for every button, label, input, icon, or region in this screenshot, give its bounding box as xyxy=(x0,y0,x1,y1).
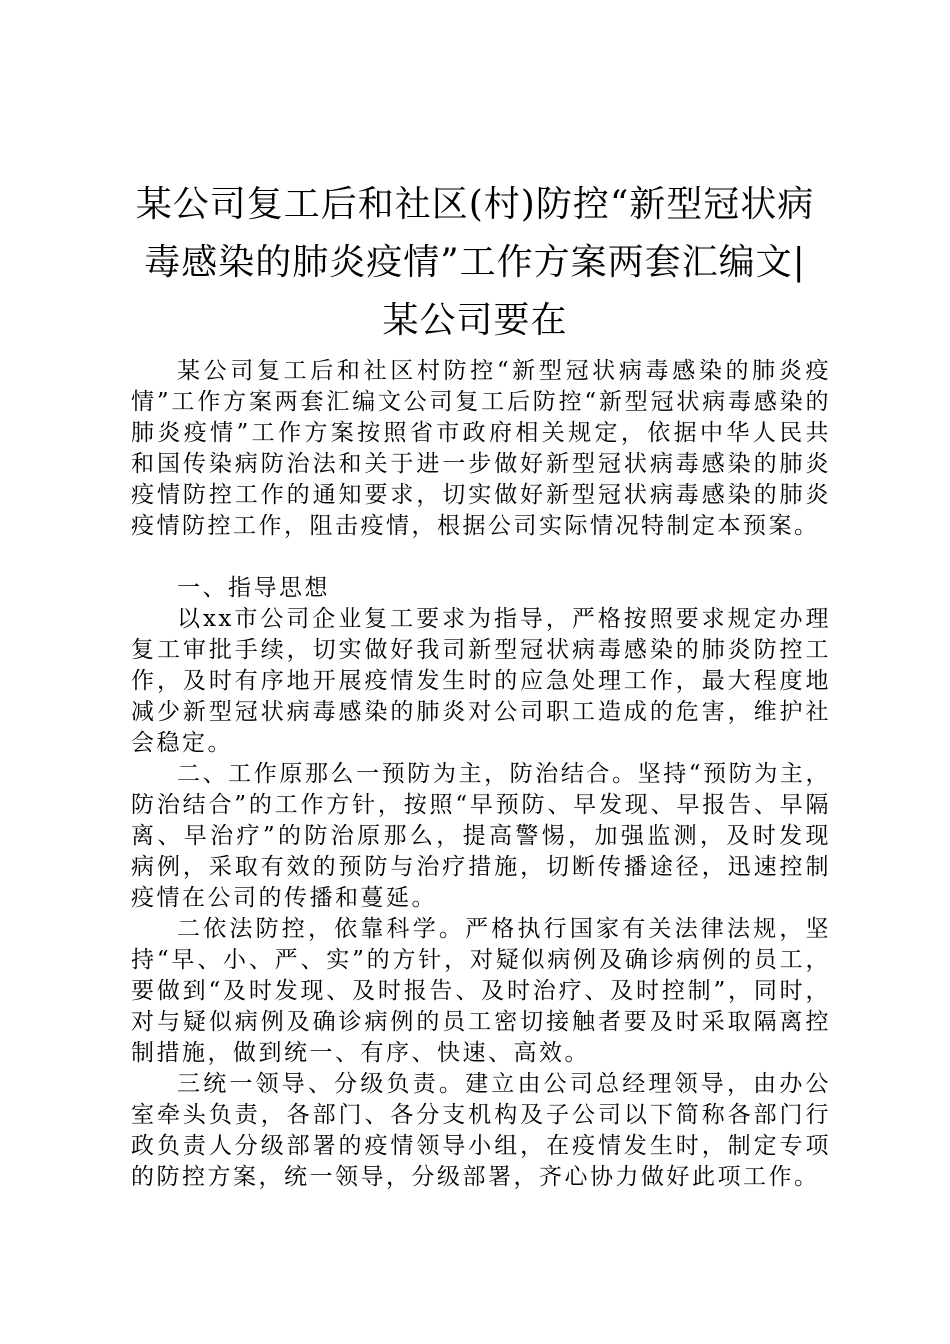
unified-leadership-paragraph: 三统一领导、分级负责。建立由公司总经理领导，由办公室牵头负责，各部门、各分支机构及子公司以下简称各部门行政负责人分级部署的疫情领导小组，在疫情发生时，制定专项的防控方案，统一领导，分级部署，齐心协力做好此项工作。 xyxy=(131,1071,831,1190)
lawful-prevention-paragraph: 二依法防控，依靠科学。严格执行国家有关法律法规，坚持“早、小、严、实”的方针，对疑似病例及确诊病例的员工，要做到“及时发现、及时报告、及时治疗、及时控制”，同时，对与疑似病例及确诊病例的员工密切接触者要及时采取隔离控制措施，做到统一、有序、快速、高效。 xyxy=(131,916,831,1066)
work-principle-paragraph: 二、工作原那么一预防为主，防治结合。坚持“预防为主，防治结合”的工作方针，按照“早预防、早发现、早报告、早隔离、早治疗”的防治原那么，提高警惕，加强监测，及时发现病例，采取有效的预防与治疗措施，切断传播途径，迅速控制疫情在公司的传播和蔓延。 xyxy=(131,761,831,911)
intro-paragraph: 某公司复工后和社区村防控“新型冠状病毒感染的肺炎疫情”工作方案两套汇编文公司复工后防控“新型冠状病毒感染的肺炎疫情”工作方案按照省市政府相关规定，依据中华人民共和国传染病防治法和关于进一步做好新型冠状病毒感染的肺炎疫情防控工作的通知要求，切实做好新型冠状病毒感染的肺炎疫情防控工作，阻击疫情，根据公司实际情况特制定本预案。 xyxy=(131,358,831,539)
section-heading-guiding-ideology: 一、指导思想 xyxy=(177,575,330,601)
guiding-ideology-paragraph: 以xx市公司企业复工要求为指导，严格按照要求规定办理复工审批手续，切实做好我司新型冠状病毒感染的肺炎防控工作，及时有序地开展疫情发生时的应急处理工作，最大程度地减少新型冠状病毒感染的肺炎对公司职工造成的危害，维护社会稳定。 xyxy=(131,606,831,756)
document-body xyxy=(131,356,831,1193)
document-title: 某公司复工后和社区(村)防控“新型冠状病毒感染的肺炎疫情”工作方案两套汇编文|某公司要在 xyxy=(135,184,815,341)
